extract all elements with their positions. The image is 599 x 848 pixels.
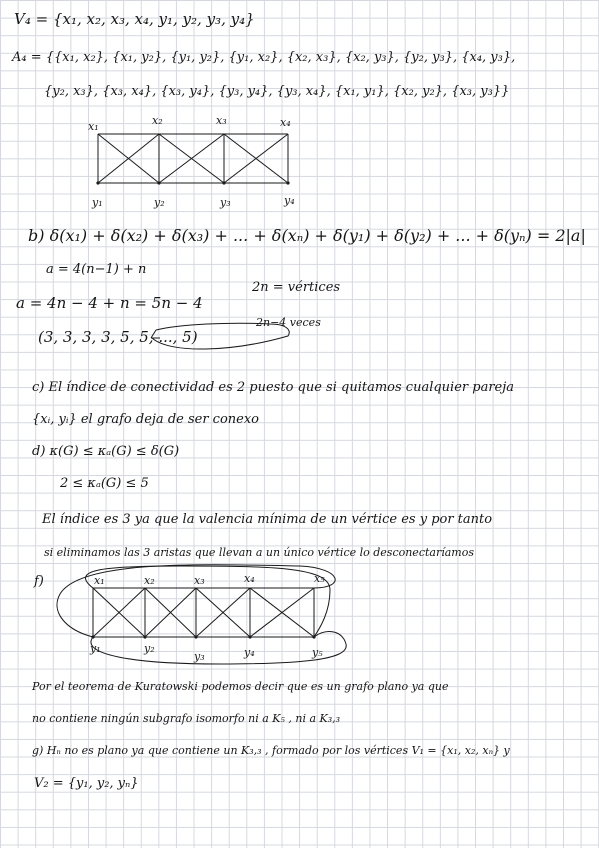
kuratowski-line-1: Por el teorema de Kuratowski podemos decir que es un grafo plano ya que (32, 680, 449, 693)
graph1-label-y1: y₁ (92, 196, 103, 209)
graph2-label-y1: y₁ (90, 642, 101, 655)
graph2-label-x3: x₃ (194, 574, 205, 587)
graph1-label-y2: y₂ (154, 196, 165, 209)
edges-formula-line: a = 4(n−1) + n (46, 262, 147, 277)
nonplanar-line-2: V₂ = {y₁, y₂, yₙ} (34, 776, 139, 791)
graph1-label-x4: x₄ (280, 116, 291, 129)
graph1-label-y4: y₄ (284, 194, 295, 207)
kuratowski-line-2: no contiene ningún subgrafo isomorfo ni a K₅ , ni a K₃,₃ (32, 712, 341, 725)
connectivity-line-1: c) El índice de conectividad es 2 puesto que si quitamos cualquier pareja (32, 380, 515, 395)
graph2-label-y2: y₂ (144, 642, 155, 655)
graph2-label-x4: x₄ (244, 572, 255, 585)
nonplanar-line-1: g) Hₙ no es plano ya que contiene un K₃,₃ , formado por los vértices V₁ = {x₁, x₂, xₙ} y (32, 744, 510, 757)
graph2-label-y4: y₄ (244, 646, 255, 659)
connectivity-line-2: {xᵢ, yᵢ} el grafo deja de ser conexo (32, 412, 260, 427)
edge-connectivity-line-2: si eliminamos las 3 aristas que llevan a un único vértice lo desconectaríamos (44, 546, 474, 559)
inequality-line: d) κ(G) ≤ κₐ(G) ≤ δ(G) (32, 444, 180, 459)
vertex-set-line: V₄ = {x₁, x₂, x₃, x₄, y₁, y₂, y₃, y₄} (14, 10, 255, 28)
vertices-note: 2n = vértices (252, 280, 341, 295)
times-note: 2n−4 veces (256, 316, 321, 329)
part-f-label: f) (34, 574, 44, 589)
graph2-label-y5: y₅ (312, 646, 323, 659)
graph1-label-y3: y₃ (220, 196, 231, 209)
edges-simplified-line: a = 4n − 4 + n = 5n − 4 (16, 294, 203, 312)
graph2-label-x1: x₁ (94, 574, 105, 587)
graph2-label-x5: x₅ (314, 572, 325, 585)
degree-sequence: (3, 3, 3, 3, 5, 5, ..., 5) (38, 328, 198, 346)
edge-set-line-2: {y₂, x₃}, {x₃, x₄}, {x₃, y₄}, {y₃, y₄}, {y₃, x₄}, {x₁, y₁}, {x₂, y₂}, {x₃, y₃}} (44, 84, 510, 99)
vertex-y4-dot-h5 (248, 635, 251, 638)
graph2-label-x2: x₂ (144, 574, 155, 587)
inequality-bounds: 2 ≤ κₐ(G) ≤ 5 (60, 476, 149, 491)
graph1-label-x2: x₂ (152, 114, 163, 127)
vertex-y3-dot-h5 (194, 635, 197, 638)
graph2-label-y3: y₃ (194, 650, 205, 663)
edge-connectivity-line-1: El índice es 3 ya que la valencia mínima de un vértice es y por tanto (42, 512, 493, 527)
edge-set-line-1: A₄ = {{x₁, x₂}, {x₁, y₂}, {y₁, y₂}, {y₁, x₂}, {x₂, x₃}, {x₂, y₃}, {y₂, y₃}, {x₄, y₃}, (12, 50, 516, 65)
vertex-y5-dot-h5 (312, 635, 315, 638)
graph1-label-x1: x₁ (88, 120, 99, 133)
vertex-y2-dot-h5 (143, 635, 146, 638)
vertex-y1-dot-h5 (91, 635, 94, 638)
degree-sum-line: b) δ(x₁) + δ(x₂) + δ(x₃) + ... + δ(xₙ) + δ(y₁) + δ(y₂) + ... + δ(yₙ) = 2|a| (28, 226, 586, 245)
graph1-label-x3: x₃ (216, 114, 227, 127)
